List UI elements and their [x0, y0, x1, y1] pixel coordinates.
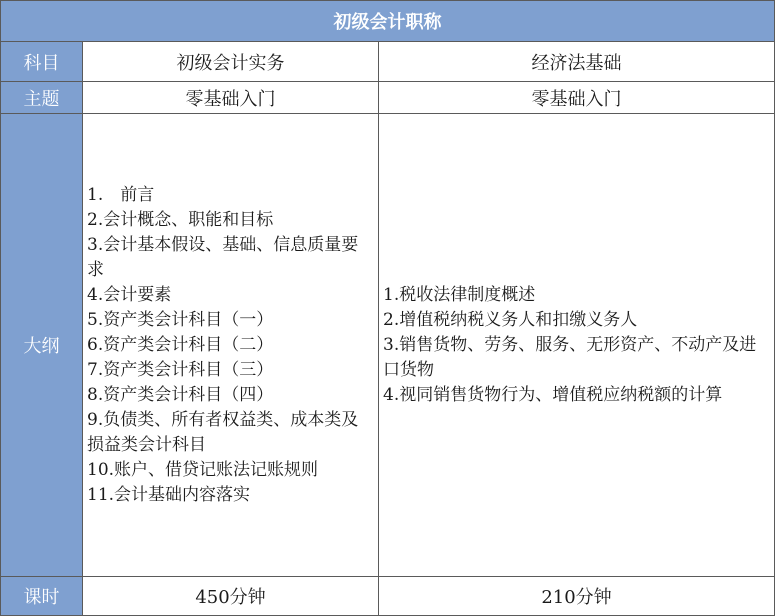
outline-right-list: [383, 283, 770, 408]
outline-row: [1, 114, 775, 577]
outline-left-cell: [83, 114, 379, 577]
outline-item: 3.销售货物、劳务、服务、无形资产、不动产及进口货物: [383, 334, 757, 380]
row-label-hours: 课时: [1, 577, 83, 616]
topic-row: [1, 82, 775, 114]
hours-right: 210分钟: [379, 577, 775, 616]
row-label-outline: 大纲: [1, 114, 83, 577]
hours-row: [1, 577, 775, 616]
outline-right-cell: [379, 114, 775, 577]
subject-right: 经济法基础: [379, 42, 775, 82]
outline-item: 9.负债类、所有者权益类、成本类及损益类会计科目: [87, 409, 359, 455]
row-label-topic: 主题: [1, 82, 83, 114]
hours-left: 450分钟: [83, 577, 379, 616]
outline-item: 1. 前言: [87, 184, 155, 205]
outline-item: 6.资产类会计科目（二）: [87, 334, 274, 355]
outline-item: 2.会计概念、职能和目标: [87, 209, 274, 230]
outline-item: 8.资产类会计科目（四）: [87, 384, 274, 405]
outline-item: 4.会计要素: [87, 284, 172, 305]
table-title: 初级会计职称: [1, 1, 775, 42]
outline-item: 3.会计基本假设、基础、信息质量要求: [87, 234, 359, 280]
row-label-subject: 科目: [1, 42, 83, 82]
outline-left-list: [87, 183, 374, 508]
outline-item: 1.税收法律制度概述: [383, 284, 536, 305]
outline-item: 10.账户、借贷记账法记账规则: [87, 459, 319, 480]
outline-item: 2.增值税纳税义务人和扣缴义务人: [383, 309, 638, 330]
subject-left: 初级会计实务: [83, 42, 379, 82]
title-row: [1, 1, 775, 42]
outline-item: 11.会计基础内容落实: [87, 484, 251, 505]
outline-item: 4.视同销售货物行为、增值税应纳税额的计算: [383, 384, 723, 405]
outline-item: 7.资产类会计科目（三）: [87, 359, 274, 380]
subject-row: [1, 42, 775, 82]
topic-right: 零基础入门: [379, 82, 775, 114]
topic-left: 零基础入门: [83, 82, 379, 114]
outline-item: 5.资产类会计科目（一）: [87, 309, 274, 330]
